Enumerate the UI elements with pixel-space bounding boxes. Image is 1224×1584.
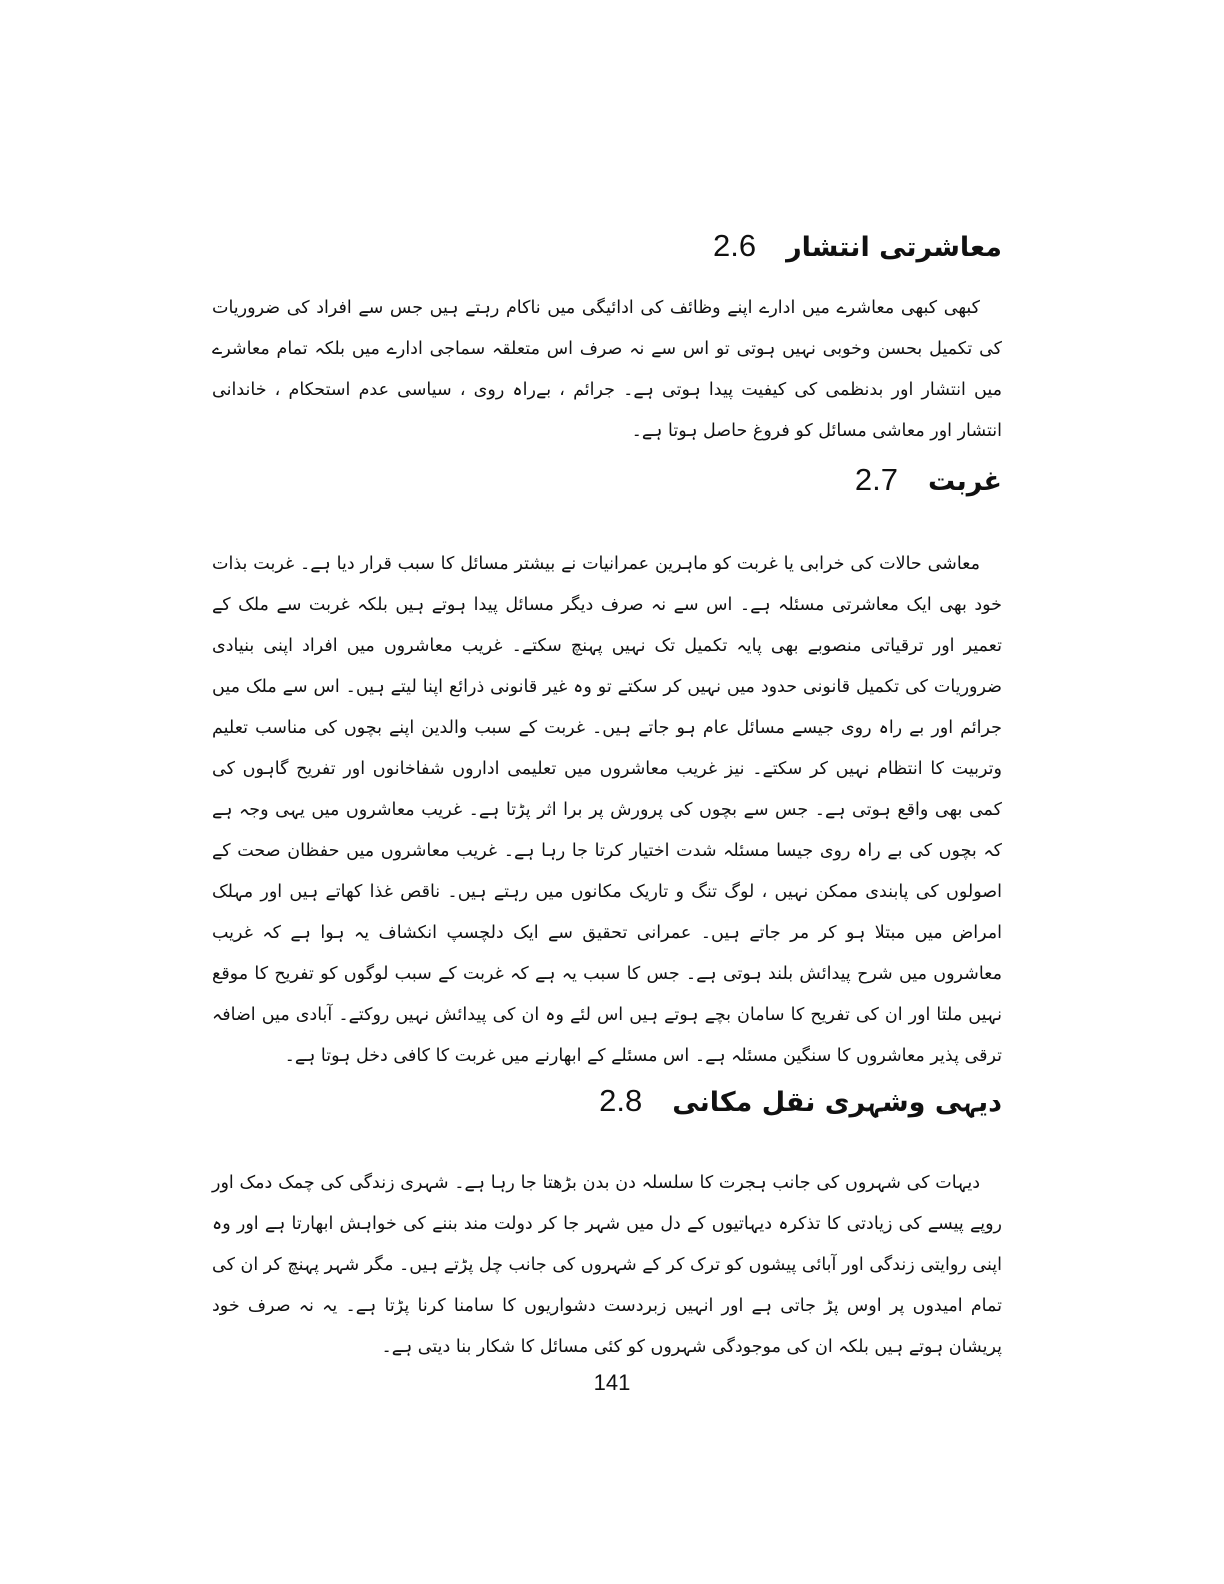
section-number: 2.7: [854, 462, 899, 497]
section-heading: [212, 1083, 1002, 1143]
section-title: غربت: [928, 466, 1002, 497]
page-number: 141: [593, 1370, 631, 1395]
section-title: معاشرتی انتشار: [786, 232, 1002, 263]
section-2-8: [212, 1083, 1002, 1368]
section-heading: [212, 462, 1002, 522]
section-number: 2.6: [713, 228, 757, 263]
section-heading: [212, 228, 1002, 288]
section-paragraph: معاشی حالات کی خرابی یا غربت کو ماہرین عمرانیات نے بیشتر مسائل کا سبب قرار دیا ہے۔ غربت بذات خود بھی ایک معاشرتی مسئلہ ہے۔ اس سے نہ صرف دیگر مسائل پیدا ہوتے ہیں بلکہ غربت سے ملک کے تعمیر اور ترقیاتی منصوبے بھی پایہ تکمیل تک نہیں پہنچ سکتے۔ غریب معاشروں میں افراد اپنی بنیادی ضروریات کی تکمیل قانونی حدود میں نہیں کر سکتے تو وہ غیر قانونی ذرائع اپنا لیتے ہیں۔ اس سے ملک میں جرائم اور بے راہ روی جیسے مسائل عام ہو جاتے ہیں۔ غربت کے سبب والدین اپنے بچوں کی مناسب تعلیم وتربیت کا انتظام نہیں کر سکتے۔ نیز غریب معاشروں میں تعلیمی اداروں شفاخانوں اور تفریح گاہوں کی کمی بھی واقع ہوتی ہے۔ جس سے بچوں کی پرورش پر برا اثر پڑتا ہے۔ غریب معاشروں میں یہی وجہ ہے کہ بچوں کی بے راہ روی جیسا مسئلہ شدت اختیار کرتا جا رہا ہے۔ غریب معاشروں میں حفظان صحت کے اصولوں کی پابندی ممکن نہیں ، لوگ تنگ و تاریک مکانوں میں رہتے ہیں۔ ناقص غذا کھاتے ہیں اور مہلک امراض میں مبتلا ہو کر مر جاتے ہیں۔ عمرانی تحقیق سے ایک دلچسپ انکشاف یہ ہوا ہے کہ غریب معاشروں میں شرح پیدائش بلند ہوتی ہے۔ جس کا سبب یہ ہے کہ غربت کے سبب لوگوں کو تفریح کا موقع نہیں ملتا اور ان کی تفریح کا سامان بچے ہوتے ہیں اس لئے وہ ان کی پیدائش نہیں روکتے۔ آبادی میں اضافہ ترقی پذیر معاشروں کا سنگین مسئلہ ہے۔ اس مسئلے کے ابھارنے میں غربت کا کافی دخل ہوتا ہے۔: [212, 554, 1002, 1066]
section-title: دیہی وشہری نقل مکانی: [672, 1087, 1002, 1118]
section-2-6: [212, 228, 1002, 452]
section-2-7: [212, 462, 1002, 1077]
section-paragraph: کبھی کبھی معاشرے میں ادارے اپنے وظائف کی ادائیگی میں ناکام رہتے ہیں جس سے افراد کی ضروریات کی تکمیل بحسن وخوبی نہیں ہوتی تو اس سے نہ صرف اس متعلقہ سماجی ادارے میں بلکہ تمام معاشرے میں انتشار اور بدنظمی کی کیفیت پیدا ہوتی ہے۔ جرائم ، بےراہ روی ، سیاسی عدم استحکام ، خاندانی انتشار اور معاشی مسائل کو فروغ حاصل ہوتا ہے۔: [212, 298, 1002, 441]
section-number: 2.8: [599, 1083, 643, 1118]
section-paragraph: دیہات کی شہروں کی جانب ہجرت کا سلسلہ دن بدن بڑھتا جا رہا ہے۔ شہری زندگی کی چمک دمک اور روپے پیسے کی زیادتی کا تذکرہ دیہاتیوں کے دل میں شہر جا کر دولت مند بننے کی خواہش ابھارتا ہے اور وہ اپنی روایتی زندگی اور آبائی پیشوں کو ترک کر کے شہروں کی جانب چل پڑتے ہیں۔ مگر شہر پہنچ کر ان کی تمام امیدوں پر اوس پڑ جاتی ہے اور انہیں زبردست دشواریوں کا سامنا کرنا پڑتا ہے۔ یہ نہ صرف خود پریشان ہوتے ہیں بلکہ ان کی موجودگی شہروں کو کئی مسائل کا شکار بنا دیتی ہے۔: [212, 1173, 1002, 1357]
page-content: [212, 228, 1002, 1368]
